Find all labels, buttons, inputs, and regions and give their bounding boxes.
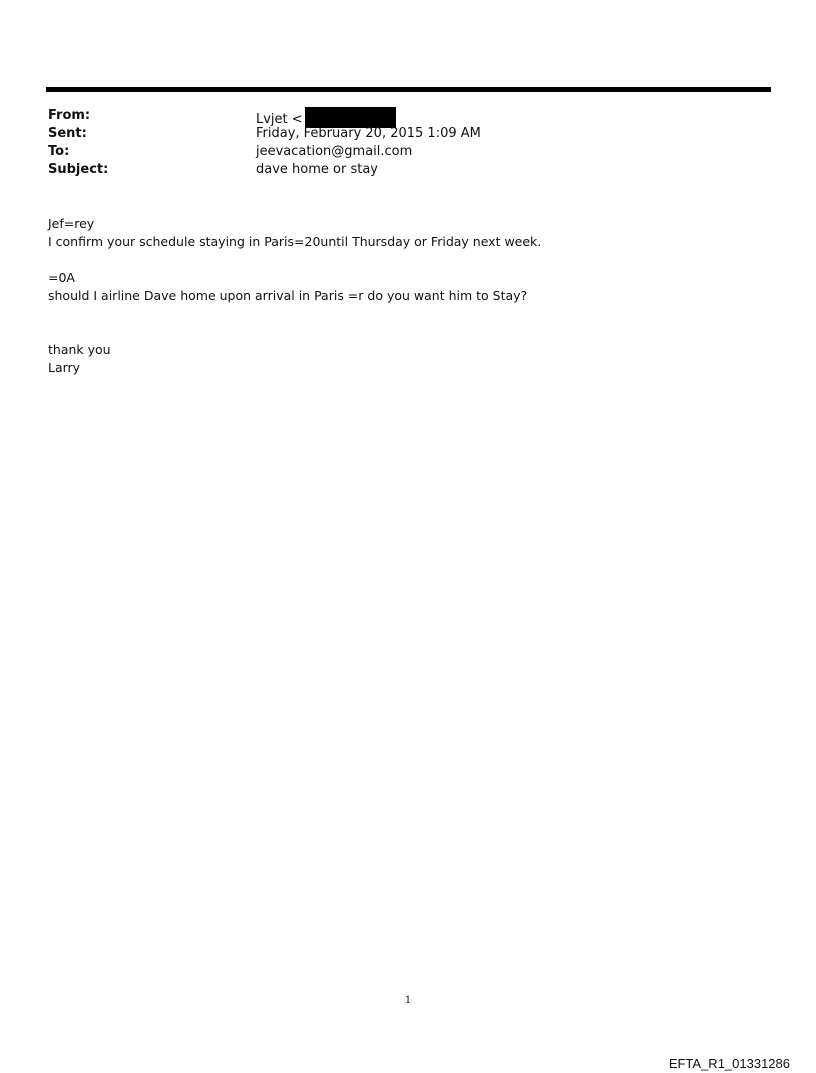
body-line-question: should I airline Dave home upon arrival in Paris =r do you want him to Stay? — [48, 288, 528, 303]
body-greeting: Jef=rey — [48, 216, 95, 231]
page-number: 1 — [404, 995, 412, 1006]
header-divider — [46, 87, 771, 92]
to-label: To: — [48, 144, 70, 159]
from-name: Lvjet < — [256, 112, 303, 127]
body-line-schedule: I confirm your schedule staying in Paris=20until Thursday or Friday next week. — [48, 234, 542, 249]
from-label: From: — [48, 108, 91, 123]
to-value: jeevacation@gmail.com — [256, 144, 413, 159]
subject-value: dave home or stay — [256, 162, 378, 177]
sent-value: Friday, February 20, 2015 1:09 AM — [256, 126, 481, 141]
body-line-encoded: =0A — [48, 270, 75, 285]
body-closing: thank you — [48, 342, 111, 357]
subject-label: Subject: — [48, 162, 109, 177]
sent-label: Sent: — [48, 126, 87, 141]
body-signature: Larry — [48, 360, 81, 375]
document-id: EFTA_R1_01331286 — [668, 1056, 790, 1071]
